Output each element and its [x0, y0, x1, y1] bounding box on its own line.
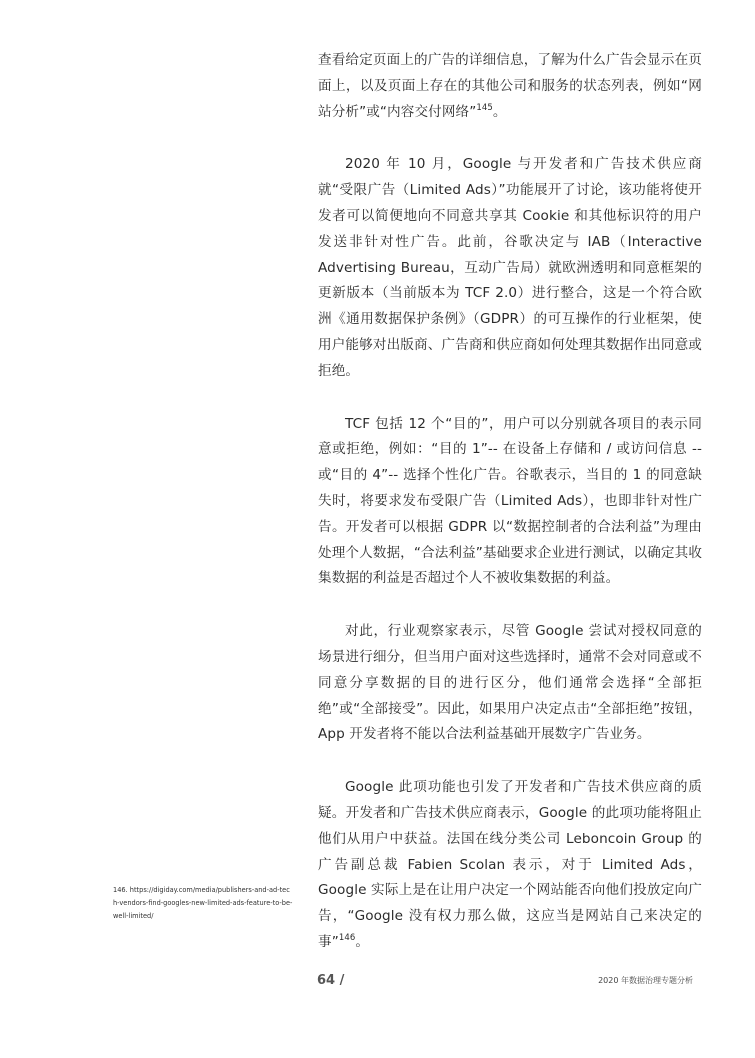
page-number: 64 / [317, 973, 345, 988]
paragraph-tcf-purposes [318, 412, 702, 593]
page-footer [0, 960, 755, 1000]
body-text-column [318, 48, 702, 983]
paragraph-text: TCF 包括 12 个“目的”，用户可以分别就各项目的表示同意或拒绝，例如：“目的 1”-- 在设备上存储和 / 或访问信息 -- 或“目的 4”-- 选择个性化广告。谷歌表示，当目的 1 的同意缺失时，将要求发布受限广告（Limited Ads），也即非针对性广告。开发者可以根据 GDPR 以“数据控制者的合法利益”为理由处理个人数据，“合法利益”基础要求企业进行测试，以确定其收集数据的利益是否超过个人不被收集数据的利益。 [318, 415, 703, 587]
paragraph-developer-concerns [318, 775, 702, 956]
footnote-reference: 146 [338, 932, 356, 943]
paragraph-text: 2020 年 10 月，Google 与开发者和广告技术供应商就“受限广告（Limited Ads）”功能展开了讨论，该功能将使开发者可以简便地向不同意共享其 Cookie 和其他标识符的用户发送非针对性广告。此前，谷歌决定与 IAB（Interactive Advertising Bureau，互动广告局）就欧洲透明和同意框架的更新版本（当前版本为 TCF 2.0）进行整合，这是一个符合欧洲《通用数据保护条例》（GDPR）的可互操作的行业框架，使用户能够对出版商、广告商和供应商如何处理其数据作出同意或拒绝。 [318, 156, 702, 379]
paragraph-tail: 。 [355, 933, 370, 950]
report-title: 2020 年数据治理专题分析 [598, 976, 693, 985]
footnote-146: 146. https://digiday.com/media/publishers-and-ad-tech-vendors-find-googles-new-limited-ads-feature-to-be-well-limited/ [113, 886, 293, 920]
paragraph-tail: 。 [492, 103, 507, 120]
paragraph-text: Google 此项功能也引发了开发者和广告技术供应商的质疑。开发者和广告技术供应商表示，Google 的此项功能将阻止他们从用户中获益。法国在线分类公司 Leboncoin Group 的广告副总裁 Fabien Scolan 表示，对于 Limited Ads，Google 实际上是在让用户决定一个网站能否向他们投放定向广告，“Google 没有权力那么做，这应当是网站自己来决定的事” [318, 779, 702, 950]
paragraph-industry-observers [318, 619, 702, 748]
paragraph-text: 查看给定页面上的广告的详细信息，了解为什么广告会显示在页面上，以及页面上存在的其他公司和服务的状态列表，例如“网站分析”或“内容交付网络” [318, 52, 702, 120]
footnote-reference: 145 [476, 102, 493, 113]
paragraph-text: 对此，行业观察家表示，尽管 Google 尝试对授权同意的场景进行细分，但当用户面对这些选择时，通常不会对同意或不同意分享数据的目的进行区分，他们通常会选择“全部拒绝”或“全部接受”。因此，如果用户决定点击“全部拒绝”按钮，App 开发者将不能以合法利益基础开展数字广告业务。 [318, 623, 702, 743]
paragraph-ad-details [318, 48, 702, 125]
paragraph-limited-ads [318, 152, 702, 384]
